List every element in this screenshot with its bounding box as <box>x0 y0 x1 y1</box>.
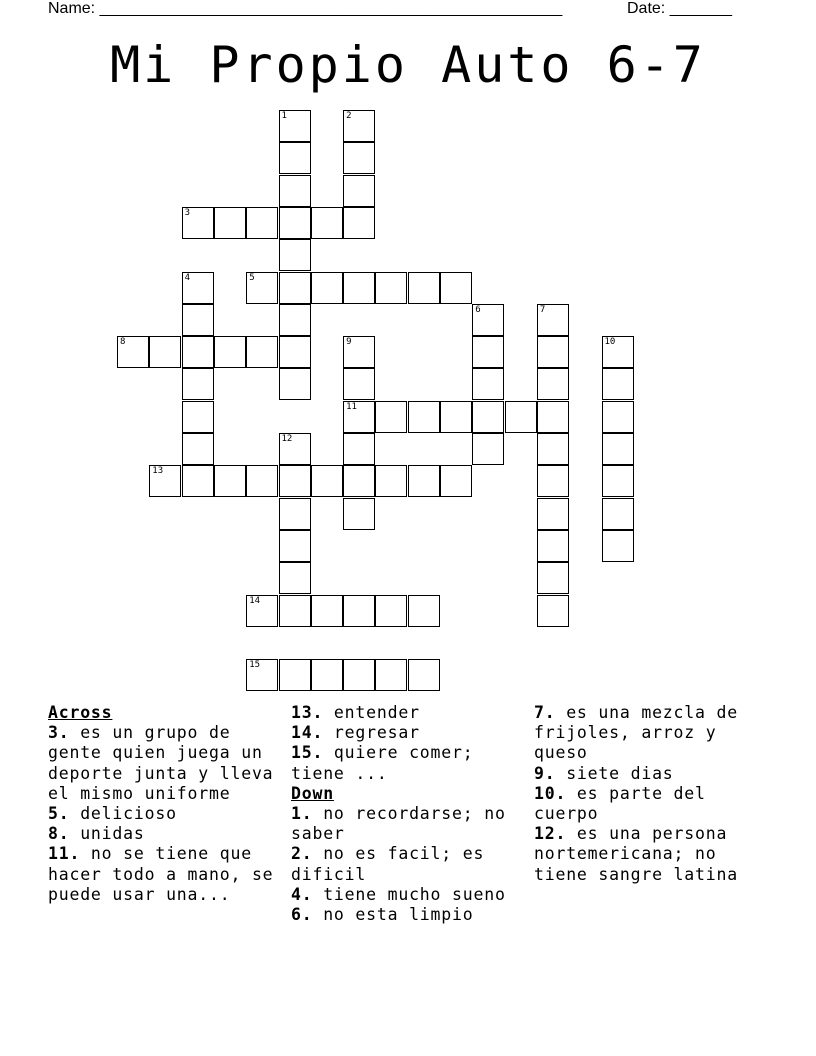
clue-number: 3. <box>48 723 70 743</box>
clue-number: 2 <box>346 111 352 121</box>
clue-text: es un grupo de gente quien juega un deporte junta y lleva el mismo uniforme <box>48 723 274 803</box>
grid-cell[interactable] <box>343 595 375 627</box>
grid-cell[interactable] <box>279 433 311 465</box>
grid-cell[interactable] <box>343 272 375 304</box>
clue-item <box>291 703 523 723</box>
clue-item <box>291 723 523 743</box>
clue-number: 4 <box>184 272 191 283</box>
clue-number: 11 <box>346 401 357 412</box>
grid-cell[interactable] <box>311 595 343 627</box>
clue-text: regresar <box>323 723 420 743</box>
grid-cell[interactable] <box>343 336 375 368</box>
grid-cell[interactable] <box>117 336 149 368</box>
grid-cell[interactable] <box>343 142 375 174</box>
grid-cell[interactable] <box>408 272 440 304</box>
grid-cell[interactable] <box>408 595 440 627</box>
clue-number: 2. <box>291 844 313 864</box>
clue-text: no se tiene que hacer todo a mano, se puede usar una... <box>48 844 274 904</box>
grid-cell[interactable] <box>375 465 407 497</box>
clue-item <box>48 824 280 844</box>
grid-cell[interactable] <box>537 465 569 497</box>
clue-number: 14 <box>249 595 261 606</box>
clue-number: 5. <box>48 804 70 824</box>
grid-cell[interactable] <box>182 207 214 239</box>
grid-cell[interactable] <box>537 498 569 530</box>
grid-cell[interactable] <box>472 433 504 465</box>
grid-cell[interactable] <box>472 336 504 368</box>
grid-cell[interactable] <box>343 207 375 239</box>
across-heading: Across <box>48 703 113 722</box>
clue-text: delicioso <box>69 804 177 824</box>
grid-cell[interactable] <box>537 304 569 336</box>
grid-cell[interactable] <box>537 433 569 465</box>
clue-text: no recordarse; no saber <box>291 804 506 844</box>
clue-column-2 <box>291 703 523 925</box>
clue-column-1 <box>48 703 280 905</box>
grid-cell[interactable] <box>537 368 569 400</box>
grid-cell[interactable] <box>311 465 343 497</box>
grid-cell[interactable] <box>472 304 504 336</box>
clue-text: es una persona nortemericana; no tiene sangre latina <box>534 824 738 884</box>
grid-cell[interactable] <box>279 304 311 336</box>
grid-cell[interactable] <box>149 465 181 497</box>
grid-cell[interactable] <box>279 530 311 562</box>
grid-cell[interactable] <box>343 401 375 433</box>
clue-text: siete dias <box>555 763 674 783</box>
grid-cell[interactable] <box>279 175 311 207</box>
clue-number: 7 <box>539 304 546 315</box>
clue-number: 12. <box>534 824 567 844</box>
grid-cell[interactable] <box>279 272 311 304</box>
grid-cell[interactable] <box>214 207 246 239</box>
grid-cell[interactable] <box>408 465 440 497</box>
clue-item <box>48 804 280 824</box>
grid-cell[interactable] <box>279 562 311 594</box>
clue-item <box>291 885 523 905</box>
clue-number: 13 <box>152 466 164 477</box>
grid-cell[interactable] <box>440 465 472 497</box>
grid-cell[interactable] <box>408 401 440 433</box>
grid-cell[interactable] <box>182 401 214 433</box>
clue-column-3 <box>534 703 766 885</box>
grid-cell[interactable] <box>279 595 311 627</box>
grid-cell[interactable] <box>182 368 214 400</box>
clue-number: 6 <box>475 304 481 315</box>
grid-cell[interactable] <box>375 401 407 433</box>
clue-item <box>534 824 766 885</box>
grid-cell[interactable] <box>537 401 569 433</box>
clue-number: 11. <box>48 844 81 864</box>
grid-cell[interactable] <box>182 304 214 336</box>
grid-cell[interactable] <box>279 239 311 271</box>
clue-number: 3 <box>184 207 191 218</box>
grid-cell[interactable] <box>343 368 375 400</box>
grid-cell[interactable] <box>182 272 214 304</box>
grid-cell[interactable] <box>279 368 311 400</box>
grid-cell[interactable] <box>602 401 634 433</box>
clue-text: no esta limpio <box>312 905 474 925</box>
grid-cell[interactable] <box>343 465 375 497</box>
clue-text: tiene mucho sueno <box>312 884 506 904</box>
clue-number: 10. <box>534 783 567 803</box>
grid-cell[interactable] <box>246 207 278 239</box>
grid-cell[interactable] <box>246 272 278 304</box>
grid-cell[interactable] <box>182 465 214 497</box>
grid-cell[interactable] <box>343 175 375 207</box>
down-heading: Down <box>291 783 334 803</box>
grid-cell[interactable] <box>279 659 311 691</box>
clue-number: 12 <box>281 434 293 444</box>
clue-item <box>48 844 280 905</box>
grid-cell[interactable] <box>602 368 634 400</box>
clue-text: es parte del cuerpo <box>534 783 706 824</box>
grid-cell[interactable] <box>472 401 504 433</box>
grid-cell[interactable] <box>246 595 278 627</box>
clue-item <box>291 905 523 925</box>
clue-number: 15 <box>249 660 261 671</box>
grid-cell[interactable] <box>246 465 278 497</box>
date-field: Date: _______ <box>627 0 732 17</box>
clue-text: unidas <box>69 824 145 844</box>
grid-cell[interactable] <box>279 465 311 497</box>
clue-number: 9. <box>534 763 556 783</box>
grid-cell[interactable] <box>602 433 634 465</box>
clue-text: entender <box>323 703 420 722</box>
clue-text: no es facil; es dificil <box>291 844 485 884</box>
grid-cell[interactable] <box>602 498 634 530</box>
grid-cell[interactable] <box>246 659 278 691</box>
clue-item <box>534 764 766 784</box>
grid-cell[interactable] <box>440 272 472 304</box>
grid-cell[interactable] <box>246 336 278 368</box>
grid-cell[interactable] <box>279 142 311 174</box>
grid-cell[interactable] <box>343 433 375 465</box>
grid-cell[interactable] <box>182 433 214 465</box>
clue-number: 14. <box>291 723 324 743</box>
grid-cell[interactable] <box>279 336 311 368</box>
grid-cell[interactable] <box>408 659 440 691</box>
name-field: Name: ____________________________________________________ <box>48 0 563 17</box>
grid-cell[interactable] <box>602 465 634 497</box>
grid-cell[interactable] <box>375 272 407 304</box>
grid-cell[interactable] <box>311 272 343 304</box>
grid-cell[interactable] <box>311 207 343 239</box>
grid-cell[interactable] <box>440 401 472 433</box>
grid-cell[interactable] <box>182 336 214 368</box>
clue-item <box>534 703 766 764</box>
grid-cell[interactable] <box>311 659 343 691</box>
clue-number: 5 <box>249 272 255 283</box>
clue-number: 8. <box>48 824 70 844</box>
clue-item <box>48 723 280 804</box>
grid-cell[interactable] <box>279 110 311 142</box>
grid-cell[interactable] <box>537 595 569 627</box>
grid-cell[interactable] <box>375 595 407 627</box>
clue-number: 1 <box>281 111 287 121</box>
grid-cell[interactable] <box>505 401 537 433</box>
grid-cell[interactable] <box>214 336 246 368</box>
grid-cell[interactable] <box>279 498 311 530</box>
clue-text: quiere comer; tiene ... <box>291 743 474 783</box>
page-title: Mi Propio Auto 6-7 <box>110 36 706 94</box>
grid-cell[interactable] <box>537 530 569 562</box>
clue-number: 6. <box>291 905 313 925</box>
clue-item <box>291 844 523 884</box>
grid-cell[interactable] <box>279 207 311 239</box>
grid-cell[interactable] <box>149 336 181 368</box>
grid-cell[interactable] <box>537 562 569 594</box>
clue-number: 10 <box>604 337 616 348</box>
clue-number: 9 <box>346 337 352 348</box>
grid-cell[interactable] <box>343 498 375 530</box>
clue-item <box>534 784 766 824</box>
clue-number: 8 <box>120 337 126 348</box>
grid-cell[interactable] <box>537 336 569 368</box>
grid-cell[interactable] <box>375 659 407 691</box>
clue-number: 4. <box>291 884 313 904</box>
clue-number: 7. <box>534 703 556 722</box>
clue-number: 15. <box>291 743 324 763</box>
grid-cell[interactable] <box>214 465 246 497</box>
grid-cell[interactable] <box>602 530 634 562</box>
grid-cell[interactable] <box>343 110 375 142</box>
grid-cell[interactable] <box>602 336 634 368</box>
clue-number: 13. <box>291 703 324 722</box>
clue-item <box>291 804 523 844</box>
clue-item <box>291 743 523 783</box>
grid-cell[interactable] <box>343 659 375 691</box>
grid-cell[interactable] <box>472 368 504 400</box>
clue-number: 1. <box>291 804 313 824</box>
clue-text: es una mezcla de frijoles, arroz y queso <box>534 703 738 763</box>
